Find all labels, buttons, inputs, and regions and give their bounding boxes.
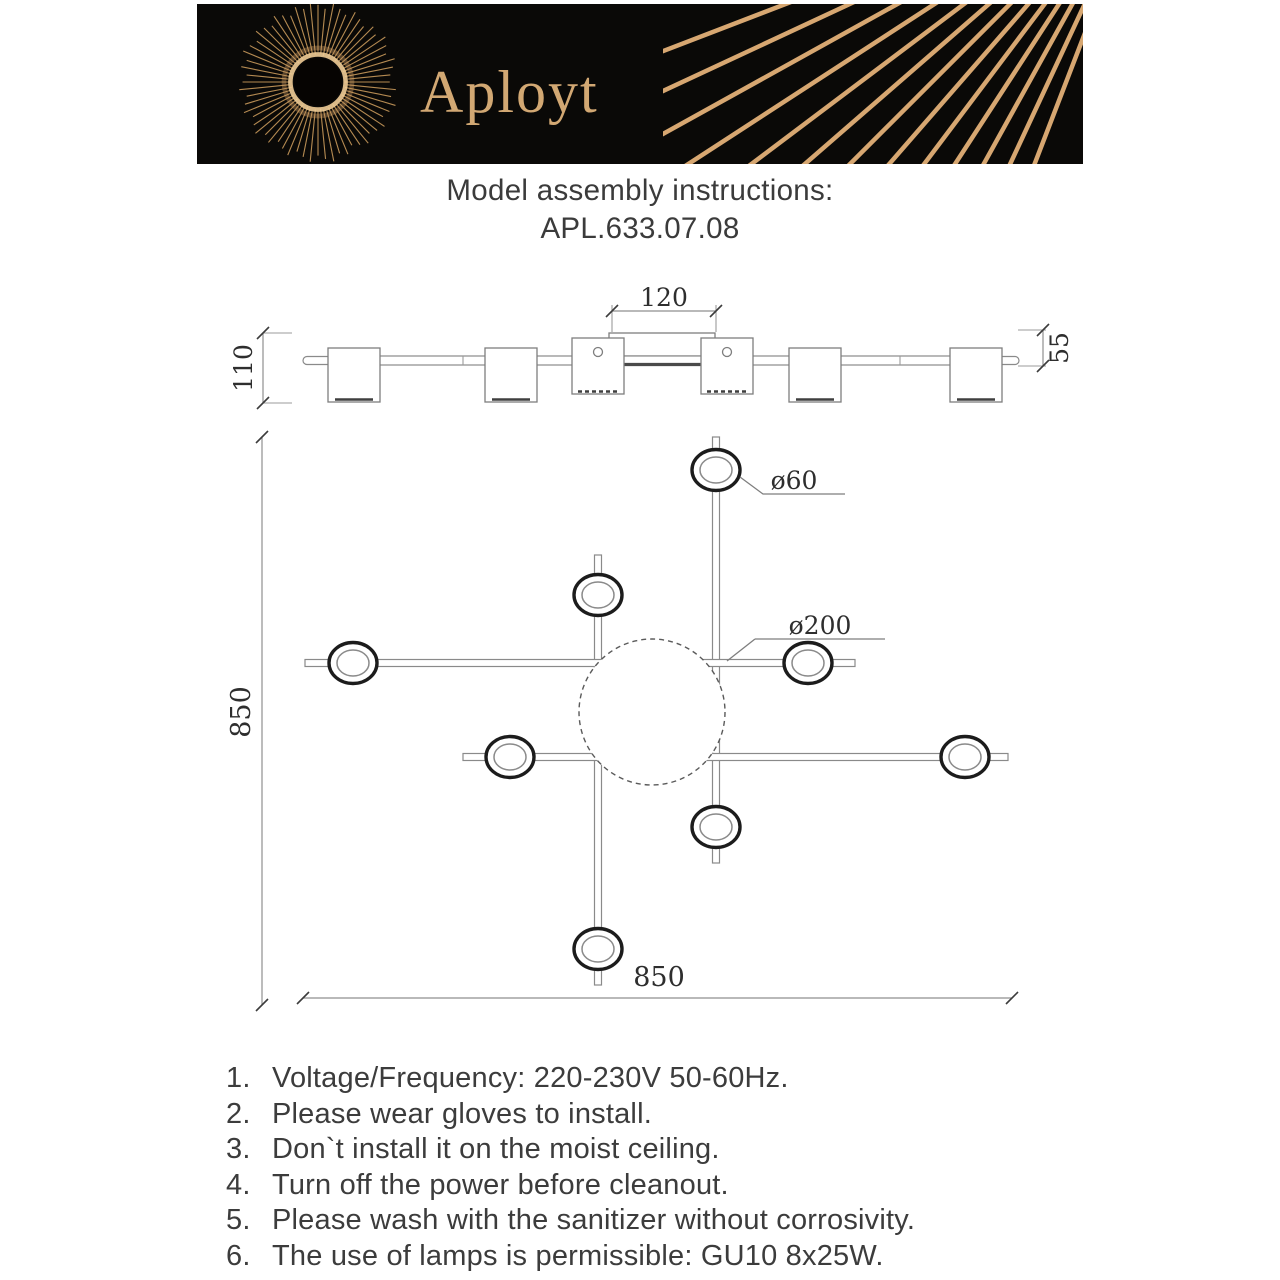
instruction-number: 3. (226, 1133, 251, 1166)
side-view-drawing (229, 283, 1074, 409)
label-canopy-diameter: ø200 (788, 611, 852, 640)
technical-drawing (200, 278, 1100, 1050)
arm-rod-horizontal-bottom (463, 754, 1008, 761)
instruction-list (226, 1061, 915, 1275)
dim-label-120: 120 (640, 283, 688, 312)
instruction-item (226, 1203, 915, 1239)
instruction-text: Please wash with the sanitizer without corrosivity. (272, 1204, 916, 1237)
lamp-head-side (485, 348, 537, 402)
dimension-110 (229, 327, 292, 409)
arm-rod-horizontal-top (305, 660, 855, 667)
instruction-item (226, 1097, 915, 1133)
instruction-text: Please wear gloves to install. (272, 1097, 652, 1130)
instruction-item (226, 1132, 915, 1168)
lamp-head-top (941, 737, 989, 778)
center-lamp-head-side (701, 338, 753, 394)
canopy-circle (579, 639, 725, 785)
lamp-head-top (329, 643, 377, 684)
canopy-plate (609, 333, 715, 356)
brand-wordmark: Aployt (420, 58, 599, 125)
page-title: Model assembly instructions: (446, 174, 834, 207)
dim-label-110: 110 (229, 344, 258, 392)
lamp-head-top (486, 737, 534, 778)
instruction-text: Don`t install it on the moist ceiling. (272, 1133, 720, 1166)
arm-rod-vertical-right (713, 437, 720, 863)
lamp-head-top (574, 929, 622, 970)
sunburst-logo-icon (226, 4, 410, 164)
lamp-head-top (574, 575, 622, 616)
instruction-item (226, 1168, 915, 1204)
instruction-text: Turn off the power before cleanout. (272, 1168, 729, 1201)
instruction-text: Voltage/Frequency: 220-230V 50-60Hz. (272, 1062, 789, 1094)
instruction-item (226, 1239, 915, 1275)
model-number: APL.633.07.08 (540, 212, 740, 245)
dim-label-850-vertical: 850 (226, 686, 257, 738)
instruction-text: The use of lamps is permissible: GU10 8x25W. (272, 1239, 884, 1272)
lamp-head-side (789, 348, 841, 402)
arm-rod-vertical-left (595, 555, 602, 985)
decorative-rays-icon (663, 4, 1083, 164)
lamp-head-top (692, 450, 740, 491)
instruction-number: 2. (226, 1097, 251, 1130)
lamp-head-side (950, 348, 1002, 402)
lamp-head-top (692, 807, 740, 848)
dimension-850-vertical (226, 431, 268, 1011)
instruction-number: 6. (226, 1239, 251, 1272)
dim-label-55: 55 (1045, 332, 1074, 364)
dim-label-850-horizontal: 850 (633, 962, 685, 993)
brand-banner (197, 4, 1083, 164)
leader-head-diameter (740, 466, 845, 495)
logo-center-disk (294, 58, 342, 106)
dimension-120 (606, 283, 722, 332)
center-lamp-head-side (572, 338, 624, 394)
instruction-item (226, 1061, 915, 1097)
dimension-55 (1018, 324, 1074, 372)
instruction-number: 1. (226, 1062, 251, 1094)
instruction-number: 5. (226, 1204, 251, 1237)
lamp-head-side (328, 348, 380, 402)
lamp-head-top (784, 643, 832, 684)
dimension-850-horizontal (297, 962, 1018, 1004)
instruction-number: 4. (226, 1168, 251, 1201)
title-block (0, 174, 1280, 246)
top-view-drawing (226, 431, 1018, 1011)
label-head-diameter: ø60 (770, 466, 818, 495)
